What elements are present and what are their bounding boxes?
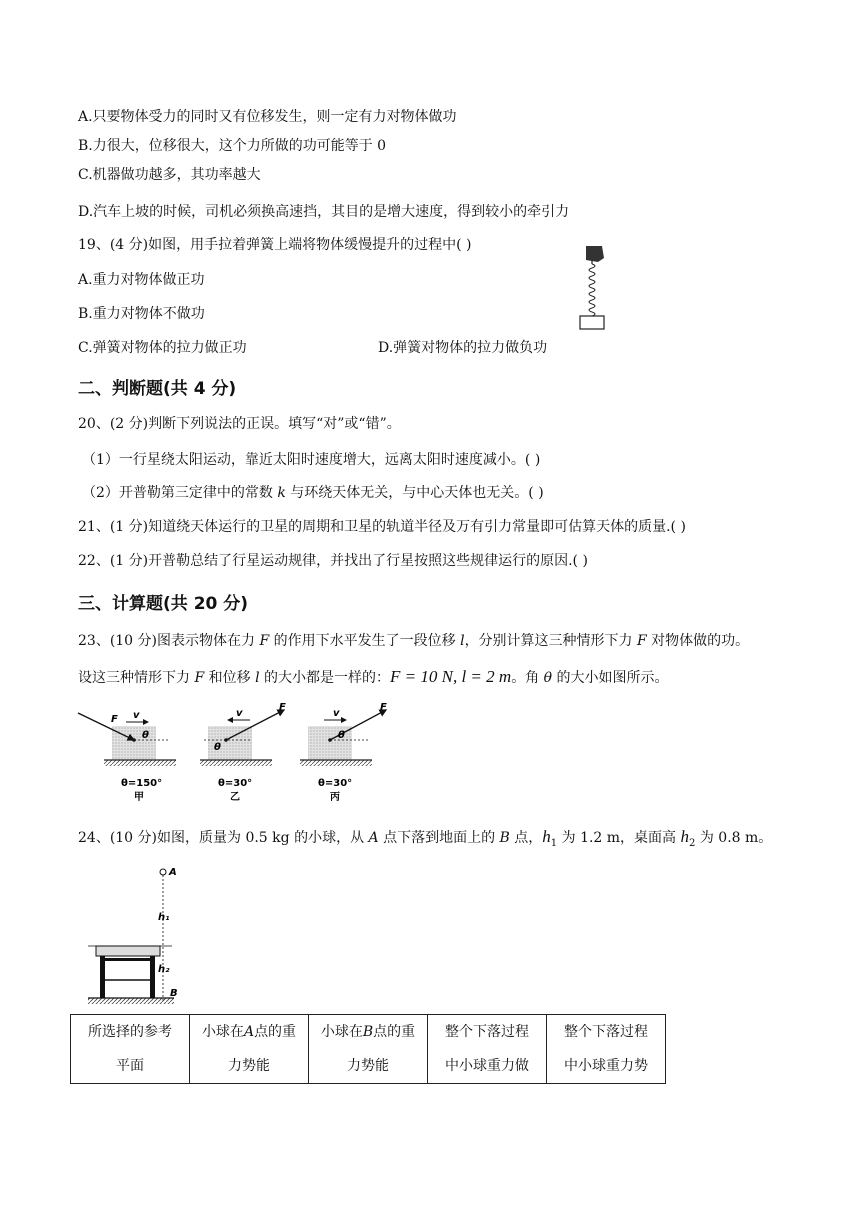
label-v: v	[133, 710, 140, 721]
section-title-calculation: 三、计算题(共 20 分)	[78, 594, 249, 614]
figure-name: 甲	[134, 792, 144, 803]
q23-stem-line1: 23、(10 分)图表示物体在力 F 的作用下水平发生了一段位移 l，分别计算这三种情形下力 F 对物体做的功。	[78, 633, 750, 649]
label-F: F	[111, 714, 118, 725]
q22-stem: 22、(1 分)开普勒总结了行星运动规律，并找出了行星按照这些规律运行的原因.( )	[78, 553, 588, 569]
q18-option-b: B.力很大，位移很大，这个力所做的功可能等于 0	[78, 138, 387, 154]
q21-stem: 21、(1 分)知道绕天体运行的卫星的周期和卫星的轨道半径及万有引力常量即可估算天体的质量.( )	[78, 519, 686, 535]
q18-option-c: C.机器做功越多，其功率越大	[78, 167, 261, 183]
label-B: B	[170, 988, 178, 999]
figure-bing	[300, 702, 387, 803]
q24-table-figure	[86, 862, 196, 1008]
q19-option-c: C.弹簧对物体的拉力做正功	[78, 340, 247, 356]
figure-jia	[78, 710, 176, 803]
spring-figure	[572, 244, 612, 332]
potential-energy-table	[70, 1014, 666, 1084]
label-theta: θ	[214, 742, 221, 753]
q20-statement-1: （1）一行星绕太阳运动，靠近太阳时速度增大，远离太阳时速度减小。( )	[82, 452, 541, 468]
section-title-judgement: 二、判断题(共 4 分)	[78, 379, 237, 399]
figure-name: 乙	[230, 792, 240, 803]
table-cell-gravity-work: 整个下落过程 中小球重力做	[428, 1015, 547, 1084]
block-icon	[580, 316, 604, 329]
q19-option-b: B.重力对物体不做功	[78, 306, 205, 322]
table-cell-energy-b: 小球在B点的重 力势能	[309, 1015, 428, 1084]
label-theta: θ	[338, 730, 345, 741]
spring-icon	[589, 264, 595, 320]
desk-top-icon	[96, 946, 160, 956]
label-A: A	[169, 867, 177, 878]
ball-icon	[160, 869, 166, 875]
q18-option-a: A.只要物体受力的同时又有位移发生，则一定有力对物体做功	[78, 109, 457, 125]
hand-icon	[586, 246, 604, 262]
label-v: v	[236, 708, 243, 719]
q23-formula: F = 10 N, l = 2 m	[390, 667, 512, 686]
label-h1: h₁	[158, 912, 170, 923]
figure-theta: θ=150°	[121, 778, 163, 789]
q23-force-figures	[76, 700, 396, 810]
q20-statement-2: （2）开普勒第三定律中的常数 k 与环绕天体无关，与中心天体也无关。( )	[82, 485, 544, 501]
q20-stem: 20、(2 分)判断下列说法的正误。填写“对”或“错”。	[78, 416, 401, 432]
table-cell-energy-change: 整个下落过程 中小球重力势	[547, 1015, 666, 1084]
table-cell-energy-a: 小球在A点的重 力势能	[190, 1015, 309, 1084]
label-v: v	[333, 708, 340, 719]
label-h2: h₂	[158, 964, 170, 975]
figure-name: 丙	[330, 792, 340, 803]
figure-yi	[200, 702, 286, 803]
q19-stem: 19、(4 分)如图，用手拉着弹簧上端将物体缓慢提升的过程中( )	[78, 237, 472, 253]
q18-option-d: D.汽车上坡的时候，司机必须换高速挡，其目的是增大速度，得到较小的牵引力	[78, 204, 570, 220]
label-F: F	[380, 702, 387, 713]
q19-option-d: D.弹簧对物体的拉力做负功	[378, 340, 548, 356]
q19-option-a: A.重力对物体做正功	[78, 272, 205, 288]
label-theta: θ	[142, 730, 149, 741]
figure-theta: θ=30°	[218, 778, 253, 789]
label-F: F	[279, 702, 286, 713]
q24-stem: 24、(10 分)如图，质量为 0.5 kg 的小球，从 A 点下落到地面上的 B 点，$h_1$ 为 1.2 m，桌面高 $h_2$ 为 0.8 m。	[78, 827, 773, 849]
figure-theta: θ=30°	[318, 778, 353, 789]
q23-stem-line2: 设这三种情形下力 F 和位移 l 的大小都是一样的：F = 10 N, l = 2 m。角 θ 的大小如图所示。	[78, 667, 669, 686]
table-cell-reference-plane: 所选择的参考 平面	[71, 1015, 190, 1084]
